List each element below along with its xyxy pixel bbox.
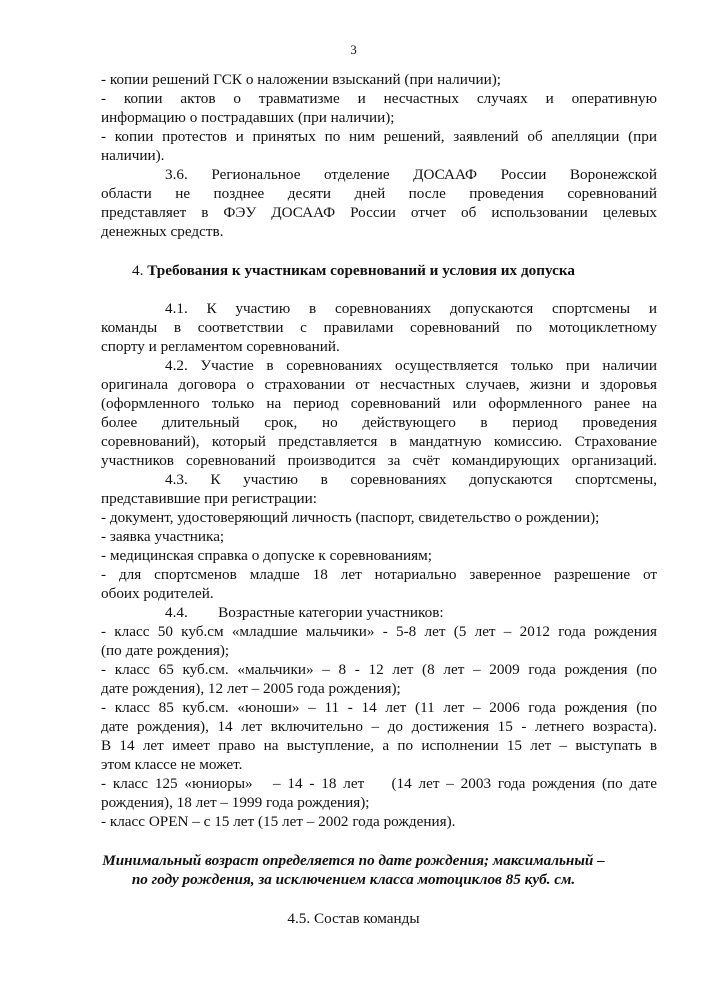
text-line: (по дате рождения); [101,642,230,659]
list-item: - медицинская справка о допуске к соревнованиям; [101,547,432,564]
text-line: представившие при регистрации: [101,490,317,507]
text-line: 4.1. К участию в соревнованиях допускаются спортсмены и [165,300,657,317]
text-line: (оформленного только на период соревнований или оформленного ранее на [101,395,657,412]
text-line: 4.2. Участие в соревнованиях осуществляется только при наличии [165,357,657,374]
list-item: - класс 65 куб.см. «мальчики» – 8 - 12 лет (8 лет – 2009 года рождения (по [101,661,657,678]
section-title: Требования к участникам соревнований и условия их допуска [147,262,575,279]
list-item: - заявка участника; [101,528,225,545]
text-line: - копии протестов и принятых по ним решений, заявлений об апелляции (при [101,128,657,145]
text-line: дате рождения), 14 лет включительно – до достижения 15 - летнего возраста). [101,718,657,735]
text-line: области не позднее десяти дней после проведения соревнований [101,185,657,202]
text-line: - копии актов о травматизме и несчастных случаях и оперативную [101,90,657,107]
note-line: по году рождения, за исключением класса мотоциклов 85 куб. см. [131,871,576,888]
text-line: обоих родителей. [101,585,214,602]
text-line: - копии решений ГСК о наложении взысканий (при наличии); [101,71,501,88]
text-line: 4.4. Возрастные категории участников: [165,604,444,621]
note-line: Минимальный возраст определяется по дате рождения; максимальный – [102,852,605,869]
section-number: 4. [132,262,148,279]
text-line: команды в соответствии с правилами соревнований по мотоциклетному [101,319,657,336]
text-line: рождения), 18 лет – 1999 года рождения); [101,794,370,811]
text-line: информацию о пострадавших (при наличии); [101,109,395,126]
subsection-heading: 4.5. Состав команды [287,910,420,927]
list-item: - для спортсменов младше 18 лет нотариально заверенное разрешение от [101,566,657,583]
text-line: этом классе не может. [101,756,243,773]
section-heading [0,261,707,280]
text-line: оригинала договора о страховании от несчастных случаев, жизни и здоровья [101,376,657,393]
list-item: - класс 85 куб.см. «юноши» – 11 - 14 лет (11 лет – 2006 года рождения (по [101,699,657,716]
text-line: В 14 лет имеет право на выступление, а по исполнении 15 лет – выступать в [101,737,657,754]
list-item: - класс 125 «юниоры» – 14 - 18 лет (14 лет – 2003 года рождения (по дате [101,775,657,792]
text-line: дате рождения), 12 лет – 2005 года рождения); [101,680,401,697]
text-line: 4.3. К участию в соревнованиях допускаются спортсмены, [165,471,657,488]
list-item: - документ, удостоверяющий личность (паспорт, свидетельство о рождении); [101,509,600,526]
list-item: - класс OPEN – с 15 лет (15 лет – 2002 года рождения). [101,813,456,830]
text-line: представляет в ФЭУ ДОСААФ России отчет об использовании целевых [101,204,657,221]
text-line: денежных средств. [101,223,224,240]
text-line: соревнований), который представляется в мандатную комиссию. Страхование [101,433,657,450]
text-line: спорту и регламентом соревнований. [101,338,340,355]
text-line: наличии). [101,147,165,164]
text-line: более длительный срок, но действующего в период проведения [101,414,657,431]
text-line: участников соревнований производится за счёт командирующих организаций. [101,452,657,469]
text-line: 3.6. Региональное отделение ДОСААФ России Воронежской [165,166,657,183]
page-number: 3 [350,42,357,57]
list-item: - класс 50 куб.см «младшие мальчики» - 5-8 лет (5 лет – 2012 года рождения [101,623,657,640]
